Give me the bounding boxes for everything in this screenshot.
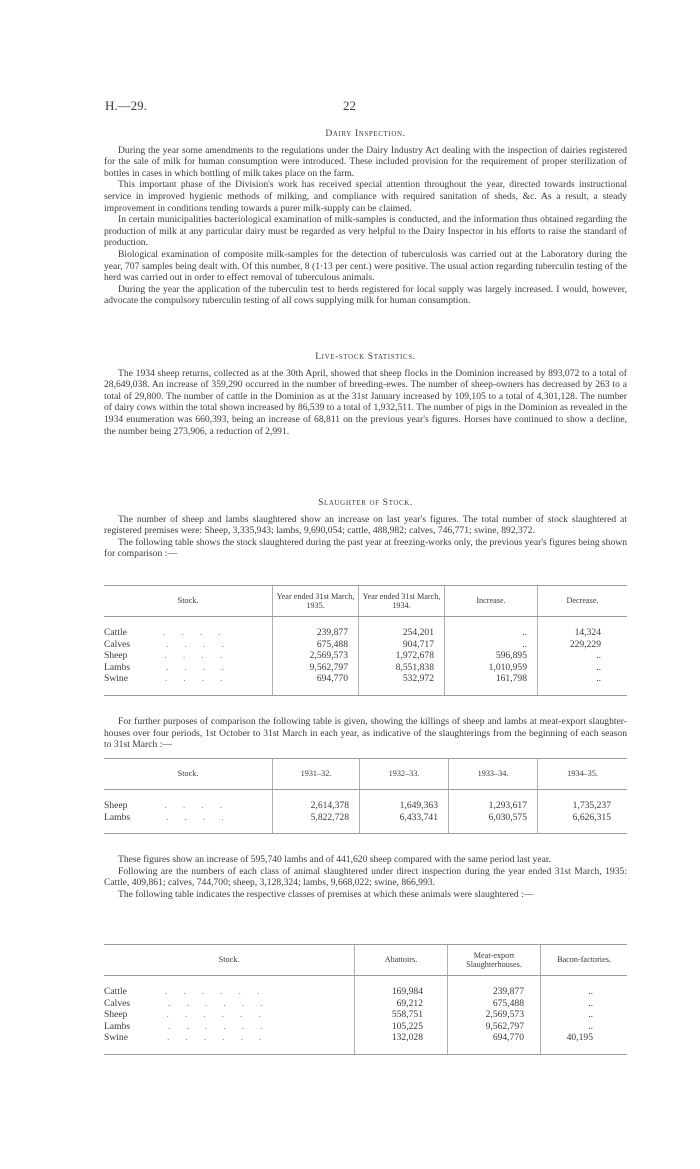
cell-value: 132,028 xyxy=(355,1032,448,1044)
cell-value: 1,972,678 xyxy=(359,650,445,662)
table-row: Cattle ...... 169,984 239,877 .. xyxy=(104,986,627,998)
table-row: Sheep .... 2,569,573 1,972,678 596,895 .. xyxy=(104,650,627,662)
seasonal-killings-table xyxy=(104,758,627,834)
dairy-paragraph: In certain municipalities bacteriological examination of milk-samples is conducted, and the information thus obtained regarding the production of milk at any particular dairy must be regarded as very helpful to the Dairy Inspector in his efforts to raise the standard of production. xyxy=(104,214,627,249)
cell-value: 694,770 xyxy=(273,673,359,685)
cell-value: .. xyxy=(445,639,538,651)
cell-value: .. xyxy=(538,650,628,662)
stock-label: Sheep xyxy=(104,1009,128,1021)
table-row: Calves ...... 69,212 675,488 .. xyxy=(104,998,627,1010)
slaughter-section xyxy=(104,497,627,560)
col-header: Meat-export Slaughterhouses. xyxy=(448,945,541,976)
cell-value: 532,972 xyxy=(359,673,445,685)
cell-value: 8,551,838 xyxy=(359,662,445,674)
comparison-text xyxy=(104,716,627,751)
stock-label: Calves xyxy=(104,638,131,650)
col-header: 1932–33. xyxy=(360,759,449,790)
slaughter-paragraph: The number of sheep and lambs slaughtered show an increase on last year's figures. The total number of stock slaughtered at registered premises were: Sheep, 3,335,943; lambs, 9,690,054; cattle, 488,982; calves, 746,771; swine, 892,372. xyxy=(104,513,627,537)
stock-label: Sheep xyxy=(104,800,128,811)
cell-value: 596,895 xyxy=(445,650,538,662)
table-row: Lambs .... 9,562,797 8,551,838 1,010,959 .. xyxy=(104,662,627,674)
cell-value: 9,562,797 xyxy=(448,1021,541,1033)
slaughter-paragraph: Following are the numbers of each class of animal slaughtered under direct inspection during the year ended 31st March, 1935: Cattle, 409,861; calves, 744,700; sheep, 3,128,324; lambs, 9,668,022; swine, 866,993. xyxy=(104,865,627,889)
cell-value: .. xyxy=(538,662,628,674)
table-row: Cattle .... 239,877 254,201 .. 14,324 xyxy=(104,627,627,639)
table-row: Sheep ...... 558,751 2,569,573 .. xyxy=(104,1009,627,1021)
dairy-paragraph: This important phase of the Division's work has received special attention throughout the year, directed towards instructional service in improved hygienic methods of milking, and compliance with required sanitation of sheds, &c. As a result, a steady improvement in conditions tending towards a purer milk-supply can be claimed. xyxy=(104,179,627,214)
slaughter-heading: Slaughter of Stock. xyxy=(318,497,413,508)
cell-value: .. xyxy=(541,998,628,1010)
cell-value: 6,626,315 xyxy=(538,812,628,824)
dairy-section xyxy=(104,128,627,307)
col-header: Decrease. xyxy=(538,586,628,617)
cell-value: 254,201 xyxy=(359,627,445,639)
cell-value: 239,877 xyxy=(273,627,359,639)
cell-value: 2,569,573 xyxy=(448,1009,541,1021)
cell-value: 1,649,363 xyxy=(360,800,449,812)
premises-table xyxy=(104,944,627,1055)
page-number: 22 xyxy=(343,98,356,113)
livestock-heading: Live-stock Statistics. xyxy=(315,351,416,362)
table-row: Swine ...... 132,028 694,770 40,195 xyxy=(104,1032,627,1044)
col-header: 1934–35. xyxy=(538,759,628,790)
col-header: Abattoirs. xyxy=(355,945,448,976)
stock-label: Sheep xyxy=(104,650,128,662)
slaughter-paragraph: These figures show an increase of 595,740 lambs and of 441,620 sheep compared with the same period last year. xyxy=(118,854,551,865)
table-row: Calves .... 675,488 904,717 .. 229,229 xyxy=(104,639,627,651)
stock-label: Cattle xyxy=(104,627,127,638)
dairy-paragraph: Biological examination of composite milk-samples for the detection of tuberculosis was carried out at the Laboratory during the year, 707 samples being dealt with. Of this number, 8 (1·13 per cent.) were positive. The usual action regarding tuberculin testing of the herd was carried out in order to effect removal of tuberculous animals. xyxy=(104,248,627,284)
stock-label: Swine xyxy=(104,1032,128,1044)
cell-value: 558,751 xyxy=(355,1009,448,1021)
stock-label: Cattle xyxy=(104,986,127,997)
col-header: Bacon-factories. xyxy=(541,945,628,976)
cell-value: 6,030,575 xyxy=(449,812,538,824)
cell-value: .. xyxy=(541,986,628,998)
table-row: Lambs ...... 105,225 9,562,797 .. xyxy=(104,1021,627,1033)
cell-value: 1,293,617 xyxy=(449,800,538,812)
dairy-heading: Dairy Inspection. xyxy=(325,128,406,139)
slaughter-paragraph: The following table indicates the respective classes of premises at which these animals were slaughtered :— xyxy=(118,888,534,900)
report-reference: H.—29. xyxy=(105,98,147,113)
cell-value: 675,488 xyxy=(273,639,359,651)
stock-label: Lambs xyxy=(104,661,131,673)
stock-label: Calves xyxy=(104,997,131,1009)
cell-value: 5,822,728 xyxy=(273,812,360,824)
table-row: Lambs .... 5,822,728 6,433,741 6,030,575 6,626,315 xyxy=(104,812,627,824)
cell-value: 229,229 xyxy=(538,639,628,651)
after-text xyxy=(104,854,627,900)
dairy-paragraph: During the year some amendments to the regulations under the Dairy Industry Act dealing with the inspection of dairies registered for the sale of milk for human consumption were introduced. These included provision for the requirement of proper sterilization of bottles in cases in which bottling of milk takes place on the farm. xyxy=(104,144,627,179)
stock-label: Swine xyxy=(104,673,128,685)
freezing-works-table xyxy=(104,585,627,696)
cell-value: .. xyxy=(541,1009,628,1021)
col-header: Increase. xyxy=(445,586,538,617)
col-header: Year ended 31st March, 1935. xyxy=(273,586,359,617)
cell-value: 14,324 xyxy=(538,627,628,639)
col-header: 1933–34. xyxy=(449,759,538,790)
cell-value: 2,569,573 xyxy=(273,650,359,662)
slaughter-paragraph: For further purposes of comparison the following table is given, showing the killings of sheep and lambs at meat-export slaughter-houses over four periods, 1st October to 31st March in each year, as indicative of the slaughterings from the beginning of each season to 31st March :— xyxy=(104,716,627,751)
col-header: Stock. xyxy=(104,945,355,976)
table-row: Sheep .... 2,614,378 1,649,363 1,293,617 1,735,237 xyxy=(104,800,627,812)
stock-label: Lambs xyxy=(104,1020,131,1032)
col-header: Stock. xyxy=(104,586,273,617)
cell-value: 169,984 xyxy=(355,986,448,998)
cell-value: 161,798 xyxy=(445,673,538,685)
cell-value: 694,770 xyxy=(448,1032,541,1044)
col-header: Stock. xyxy=(104,759,273,790)
dairy-paragraph: During the year the application of the tuberculin test to herds registered for local supply was largely increased. I would, however, advocate the compulsory tuberculin testing of all cows supplying milk for human consumption. xyxy=(104,283,627,307)
cell-value: 1,010,959 xyxy=(445,662,538,674)
cell-value: 239,877 xyxy=(448,986,541,998)
cell-value: .. xyxy=(538,673,628,685)
col-header: Year ended 31st March, 1934. xyxy=(359,586,445,617)
cell-value: 105,225 xyxy=(355,1021,448,1033)
cell-value: 6,433,741 xyxy=(360,812,449,824)
cell-value: .. xyxy=(541,1021,628,1033)
cell-value: .. xyxy=(445,627,538,639)
cell-value: 2,614,378 xyxy=(273,800,360,812)
table-row: Swine .... 694,770 532,972 161,798 .. xyxy=(104,673,627,685)
livestock-paragraph: The 1934 sheep returns, collected as at the 30th April, showed that sheep flocks in the Dominion increased by 893,072 to a total of 28,649,038. An increase of 359,290 occurred in the number of breeding-ewes. The number of sheep-owners has decreased by 263 to a total of 29,800. The number of cattle in the Dominion as at the 31st January increased by 109,105 to a total of 4,301,128. The number of dairy cows within the total shown increased by 86,539 to a total of 1,932,511. The number of pigs in the Dominion as revealed in the 1934 enumeration was 660,393, being an increase of 68,811 on the previous year's figures. Horses have continued to show a decline, the number being 273,906, a reduction of 2,991. xyxy=(104,367,627,437)
cell-value: 904,717 xyxy=(359,639,445,651)
col-header: 1931–32. xyxy=(273,759,360,790)
cell-value: 1,735,237 xyxy=(538,800,628,812)
cell-value: 9,562,797 xyxy=(273,662,359,674)
cell-value: 675,488 xyxy=(448,998,541,1010)
livestock-section xyxy=(104,351,627,437)
cell-value: 69,212 xyxy=(355,998,448,1010)
slaughter-paragraph: The following table shows the stock slaughtered during the past year at freezing-works only, the previous year's figures being shown for comparison :— xyxy=(104,536,627,560)
cell-value: 40,195 xyxy=(541,1032,628,1044)
stock-label: Lambs xyxy=(104,811,131,823)
